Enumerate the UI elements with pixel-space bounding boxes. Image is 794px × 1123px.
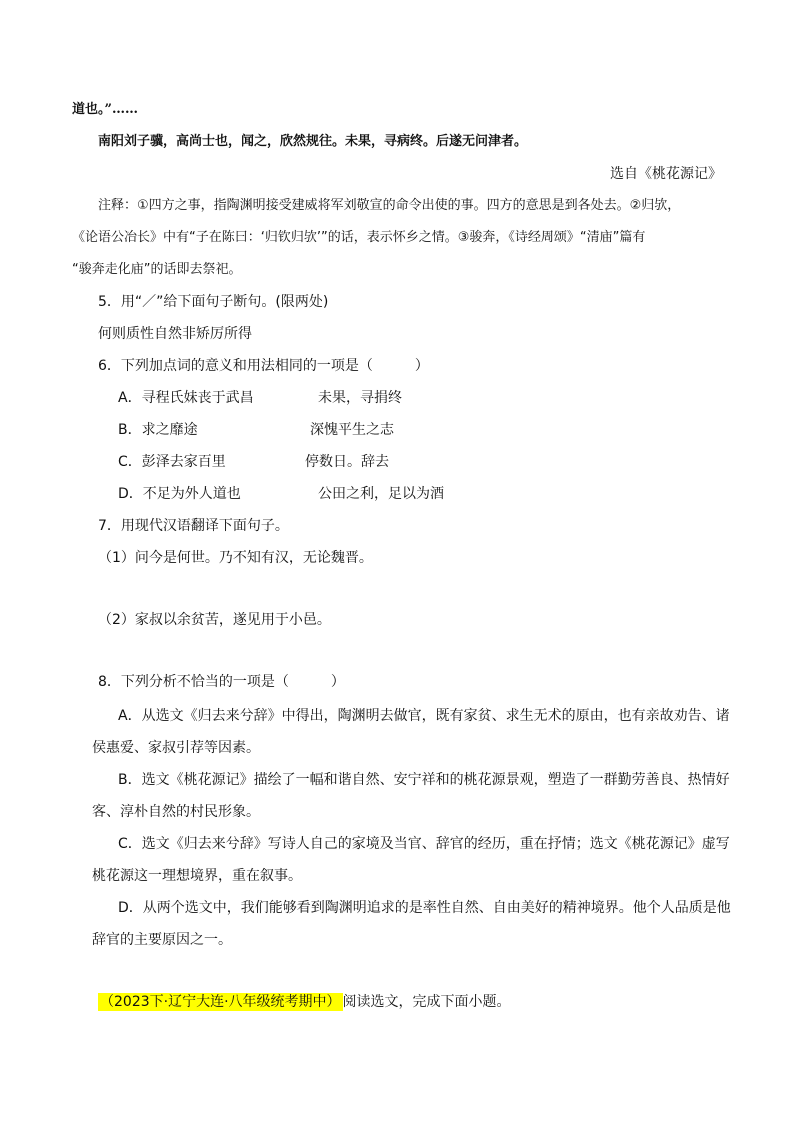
question-6-prompt: 6．下列加点词的意义和用法相同的一项是（ ）: [98, 358, 429, 374]
question-6-option-a-right: 未果，寻捐终: [318, 390, 402, 406]
exam-source-tag: （2023下·辽宁大连·八年级统考期中）: [100, 994, 341, 1010]
question-6-option-c-left: C．彭泽去家百里: [118, 454, 226, 470]
question-6-option-b-left: B．求之靡途: [118, 422, 198, 438]
notes-line-3: “骏奔走化庙”的话即去祭祀。: [72, 262, 242, 277]
question-8-option-a-line-1: A．从选文《归去来兮辞》中得出，陶渊明去做官，既有家贫、求生无术的原由，也有亲故劝告、诸: [118, 708, 730, 724]
question-5-prompt: 5．用“／”给下面句子断句。(限两处): [98, 294, 329, 310]
question-7-prompt: 7．用现代汉语翻译下面句子。: [98, 518, 289, 534]
question-8-option-b-line-2: 客、淳朴自然的村民形象。: [92, 804, 260, 820]
question-6-option-d-right: 公田之利，足以为酒: [318, 486, 444, 502]
question-8-prompt: 8．下列分析不恰当的一项是（ ）: [98, 674, 345, 690]
question-8-option-b-line-1: B．选文《桃花源记》描绘了一幅和谐自然、安宁祥和的桃花源景观，塑造了一群勤劳善良、热情好: [118, 772, 730, 788]
passage-source: 选自《桃花源记》: [610, 166, 722, 182]
next-section-intro: [98, 992, 511, 1012]
question-7-sentence-2: （2）家叔以余贫苦，遂见用于小邑。: [98, 612, 331, 628]
question-6-option-a-left: A．寻程氏妹丧于武昌: [118, 390, 254, 406]
question-7-sentence-1: （1）问今是何世。乃不知有汉，无论魏晋。: [98, 550, 373, 566]
next-section-instruction: 阅读选文，完成下面小题。: [342, 994, 511, 1010]
question-8-option-c-line-1: C．选文《归去来兮辞》写诗人自己的家境及当官、辞官的经历，重在抒情；选文《桃花源记》虚写: [118, 836, 730, 852]
notes-line-2: 《论语公冶长》中有“子在陈曰：‘归钦归欤’”的话，表示怀乡之情。③骏奔，《诗经周颂》“清庙”篇有: [72, 230, 646, 245]
question-5-sentence: 何则质性自然非矫厉所得: [98, 326, 252, 342]
question-8-option-d-line-2: 辞官的主要原因之一。: [92, 932, 232, 948]
passage-line-2: 南阳刘子骥，高尚士也，闻之，欣然规往。未果，寻病终。后遂无问津者。: [98, 134, 528, 149]
question-6-option-b-right: 深愧平生之志: [310, 422, 394, 438]
question-6-option-c-right: 停数日。辞去: [305, 454, 389, 470]
question-8-option-a-line-2: 侯惠爱、家叔引荐等因素。: [92, 740, 260, 756]
notes-line-1: 注释：①四方之事，指陶渊明接受建威将军刘敬宣的命令出使的事。四方的意思是到各处去。②归欤，: [98, 198, 681, 213]
question-8-option-c-line-2: 桃花源这一理想境界，重在叙事。: [92, 868, 302, 884]
question-6-option-d-left: D．不足为外人道也: [118, 486, 241, 502]
passage-line-1: 道也。”……: [72, 102, 138, 117]
question-8-option-d-line-1: D．从两个选文中，我们能够看到陶渊明追求的是率性自然、自由美好的精神境界。他个人品质是他: [118, 900, 731, 916]
